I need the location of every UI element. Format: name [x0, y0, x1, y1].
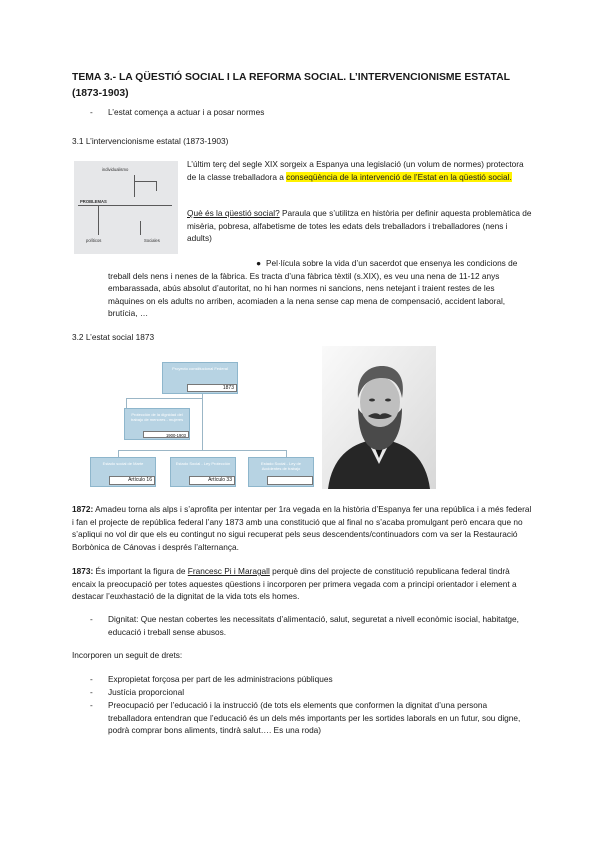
- chart-left-label: Estado social de Marte: [102, 461, 144, 466]
- bullet-dash: -: [90, 614, 93, 624]
- text-1873-a: És important la figura de: [93, 566, 188, 576]
- section-heading-3-2: 3.2 L’estat social 1873: [72, 332, 155, 342]
- chart-connector: [202, 392, 203, 450]
- chart-right-box: [248, 457, 314, 487]
- film-paragraph: Pel·lícula sobre la vida d’un sacerdot que ensenya les condicions de treball dels nens i nenes de la fàbrica. Es tracta d’una fàbrica tèxtil (s.XIX), es veu una nena de 11-12 anys embarassada, abús absolut d’autoritat, no hi han normes ni sancions, nens netejant i traient restes de les màquines on els adults no arriben, acomiaden a la nena sense cap mena de compensació, accident laboral, brutícia, …: [108, 258, 518, 319]
- portrait-engraving: [322, 346, 436, 489]
- chart-center-box: [170, 457, 236, 487]
- right-item: Justícia proporcional: [108, 687, 185, 697]
- chart-right-label: Estado Social - Ley de Accidentes de trabajo: [260, 461, 302, 471]
- diagram-line: [78, 205, 172, 206]
- diagram-line: [134, 181, 156, 182]
- text-1872: Amadeu torna als alps i s’aprofita per intentar per 1ra vegada en la història d’Espanya fer una república i a més federal i fan el projecte de república federal l’any 1873 amb una constitució que al final no s’acaba promulgant però encara que no s’apliqui no vol dir que els eu contingut no sigui recuperat pels seus descendents/continuadors com va ser la Restauració Borbònica de Cánovas i després l’alternança.: [72, 504, 532, 552]
- paragraph-1873: [72, 565, 532, 603]
- year-1872: 1872:: [72, 504, 94, 514]
- right-item: Preocupació per l’educació i la instrucció (de tots els elements que conformen la dignitat d’una persona treballadora entendran que l’educació és un dels més importants per les sortides laborals en un futur, sou digne, podrà comprar bons aliments, tindrà salut…. Es una roda): [108, 700, 521, 736]
- legislation-text: L’últim terç del segle XIX sorgeix a Espanya una legislació (un volum de normes) protectora de la classe treballadora a: [187, 159, 524, 182]
- bullet-dot: ●: [256, 258, 262, 268]
- chart-mid-year: 1900-1903: [143, 431, 189, 438]
- chart-center-article: Artículo 33: [189, 476, 235, 485]
- social-question-term: Què és la qüestió social?: [187, 208, 280, 218]
- portrait-image: [322, 346, 436, 489]
- chart-center-label: Estado Social - Ley Protección: [175, 461, 231, 466]
- page-title: TEMA 3.- LA QÜESTIÓ SOCIAL I LA REFORMA SOCIAL. L’INTERVENCIONISME ESTATAL (1873-1903): [72, 72, 510, 99]
- chart-root-label: Proyecto constitucional Federal: [172, 366, 228, 371]
- diagram-left-label: políticos: [86, 238, 102, 243]
- year-1873: 1873:: [72, 566, 94, 576]
- intro-bullet-text: L’estat comença a actuar i a posar normes: [108, 107, 265, 117]
- diagram-mid-label: PROBLEMAS: [80, 199, 107, 204]
- constitution-chart: [90, 360, 312, 492]
- rights-intro: Incorporen un seguit de drets:: [72, 650, 183, 660]
- bullet-dash: -: [90, 674, 93, 684]
- chart-mid-label: Protección de la dignidad del trabajo de menores - mujeres: [130, 412, 184, 422]
- chart-left-article: Artículo 16: [109, 476, 155, 485]
- diagram-right-label: Sociales: [144, 238, 160, 243]
- paragraph-social-question: [187, 207, 532, 245]
- social-question-definition: Paraula que s’utilitza en història per definir aquesta problemàtica de misèria, pobresa, alfabetisme de totes les edats dels treballadors i treballadores (nens i adults): [187, 208, 532, 244]
- chart-mid-box: [124, 408, 190, 440]
- highlighted-text: conseqüència de la intervenció de l’Estat en la qüestió social.: [286, 171, 512, 182]
- chart-root-year: 1873: [187, 384, 237, 392]
- bullet-dash: -: [90, 687, 93, 697]
- chart-root-box: [162, 362, 238, 394]
- name-pi-maragall: Francesc Pi i Maragall: [187, 566, 270, 576]
- text-1873-b: perquè dins del projecte de constitució republicana federal tindrà encaix la preocupació per totes aquestes qüestions i incorporen per primera vegada com a principi orientador i element a destacar l’euxhastació de la dignitat de la vida tots els homes.: [72, 566, 517, 602]
- problems-diagram: [74, 161, 178, 254]
- chart-right-article-empty: [267, 476, 313, 485]
- diagram-top-label: individualismo: [102, 167, 129, 172]
- chart-left-box: [90, 457, 156, 487]
- paragraph-1872: [72, 503, 532, 553]
- diagram-line: [140, 221, 141, 235]
- bullet-dash: -: [90, 107, 93, 117]
- chart-connector: [118, 450, 286, 451]
- diagram-line: [134, 175, 135, 197]
- paragraph-legislation: [187, 158, 532, 183]
- section-heading-3-1: 3.1 L’intervencionisme estatal (1873-1903): [72, 136, 229, 146]
- right-item: Expropietat forçosa per part de les administracions públiques: [108, 674, 333, 684]
- diagram-line: [156, 181, 157, 191]
- diagram-line: [98, 205, 99, 235]
- dignitat-text: Dignitat: Que nestan cobertes les necessitats d’alimentació, salut, seguretat a nivell econòmic isocial, habitatge, educació i treball sense abusos.: [108, 614, 519, 637]
- bullet-dash: -: [90, 700, 93, 710]
- chart-connector: [126, 398, 202, 399]
